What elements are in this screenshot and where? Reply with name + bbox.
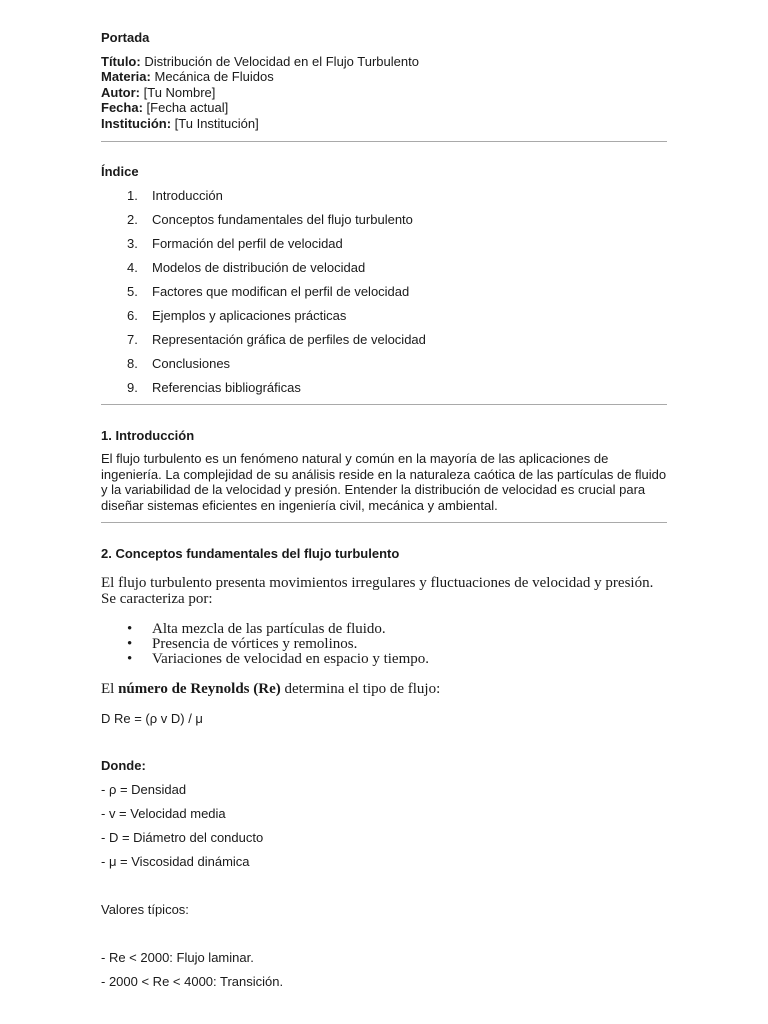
- divider: [101, 522, 667, 523]
- title-value: Distribución de Velocidad en el Flujo Turbulento: [144, 54, 419, 69]
- toc-heading: Índice: [101, 164, 139, 179]
- date-value: [Fecha actual]: [146, 100, 229, 115]
- toc-item-text: Ejemplos y aplicaciones prácticas: [152, 308, 347, 323]
- institution-label: Institución:: [101, 116, 172, 131]
- author-label: Autor:: [101, 85, 140, 100]
- concepts-heading: 2. Conceptos fundamentales del flujo turbulento: [101, 546, 400, 561]
- reynolds-pre: El: [101, 681, 119, 697]
- typical-item: - 2000 < Re < 4000: Transición.: [101, 974, 284, 989]
- cover-subject-line: [101, 69, 274, 84]
- intro-body: El flujo turbulento es un fenómeno natural y común en la mayoría de las aplicaciones de ingeniería. La complejidad de su análisis reside en la naturaleza caótica de las partículas de fluido y la variabilidad de la velocidad y presión. Entender la distribución de velocidad es crucial para diseñar sistemas eficientes en ingeniería civil, mecánica y ambiental.: [101, 451, 667, 513]
- title-label: Título:: [101, 54, 141, 69]
- toc-item-number: 9.: [127, 380, 138, 395]
- toc-item-number: 8.: [127, 356, 138, 371]
- toc-item-text: Conclusiones: [152, 356, 231, 371]
- bullet-dot-icon: •: [127, 636, 133, 652]
- bullet-dot-icon: •: [127, 621, 133, 637]
- toc-item-number: 1.: [127, 188, 138, 203]
- toc-item-number: 6.: [127, 308, 138, 323]
- cover-date-line: [101, 100, 228, 115]
- date-label: Fecha:: [101, 100, 143, 115]
- divider: [101, 404, 667, 405]
- where-item: - ρ = Densidad: [101, 782, 187, 797]
- toc-item-number: 2.: [127, 212, 138, 227]
- divider: [101, 141, 667, 142]
- toc-item-text: Conceptos fundamentales del flujo turbulento: [152, 212, 413, 227]
- toc-item-number: 3.: [127, 236, 138, 251]
- concepts-lead: El flujo turbulento presenta movimientos irregulares y fluctuaciones de velocidad y presión. Se caracteriza por:: [101, 575, 654, 607]
- cover-institution-line: [101, 116, 259, 131]
- where-heading: Donde:: [101, 758, 146, 773]
- toc-item-text: Formación del perfil de velocidad: [152, 236, 343, 251]
- reynolds-formula: D Re = (ρ v D) / μ: [101, 711, 203, 726]
- where-item: - D = Diámetro del conducto: [101, 830, 264, 845]
- subject-label: Materia:: [101, 69, 151, 84]
- bullet-dot-icon: •: [127, 651, 133, 667]
- cover-title-line: [101, 54, 419, 69]
- toc-item-text: Introducción: [152, 188, 223, 203]
- cover-author-line: [101, 85, 215, 100]
- toc-item-number: 4.: [127, 260, 138, 275]
- bullet-text: Variaciones de velocidad en espacio y tiempo.: [152, 651, 429, 667]
- toc-item-text: Referencias bibliográficas: [152, 380, 301, 395]
- cover-heading: Portada: [101, 30, 150, 45]
- bullet-text: Presencia de vórtices y remolinos.: [152, 636, 358, 652]
- typical-heading: Valores típicos:: [101, 902, 189, 917]
- bullet-text: Alta mezcla de las partículas de fluido.: [152, 621, 386, 637]
- toc-item-text: Factores que modifican el perfil de velocidad: [152, 284, 410, 299]
- institution-value: [Tu Institución]: [174, 116, 259, 131]
- toc-item-text: Representación gráfica de perfiles de velocidad: [152, 332, 426, 347]
- intro-heading: 1. Introducción: [101, 428, 195, 443]
- toc-item-text: Modelos de distribución de velocidad: [152, 260, 366, 275]
- where-item: - v = Velocidad media: [101, 806, 226, 821]
- reynolds-line: [101, 681, 440, 698]
- typical-item: - Re < 2000: Flujo laminar.: [101, 950, 254, 965]
- subject-value: Mecánica de Fluidos: [154, 69, 274, 84]
- toc-item-number: 5.: [127, 284, 138, 299]
- reynolds-post: determina el tipo de flujo:: [280, 681, 441, 697]
- reynolds-term: número de Reynolds (Re): [118, 681, 281, 697]
- author-value: [Tu Nombre]: [143, 85, 216, 100]
- toc-item-number: 7.: [127, 332, 138, 347]
- where-item: - μ = Viscosidad dinámica: [101, 854, 250, 869]
